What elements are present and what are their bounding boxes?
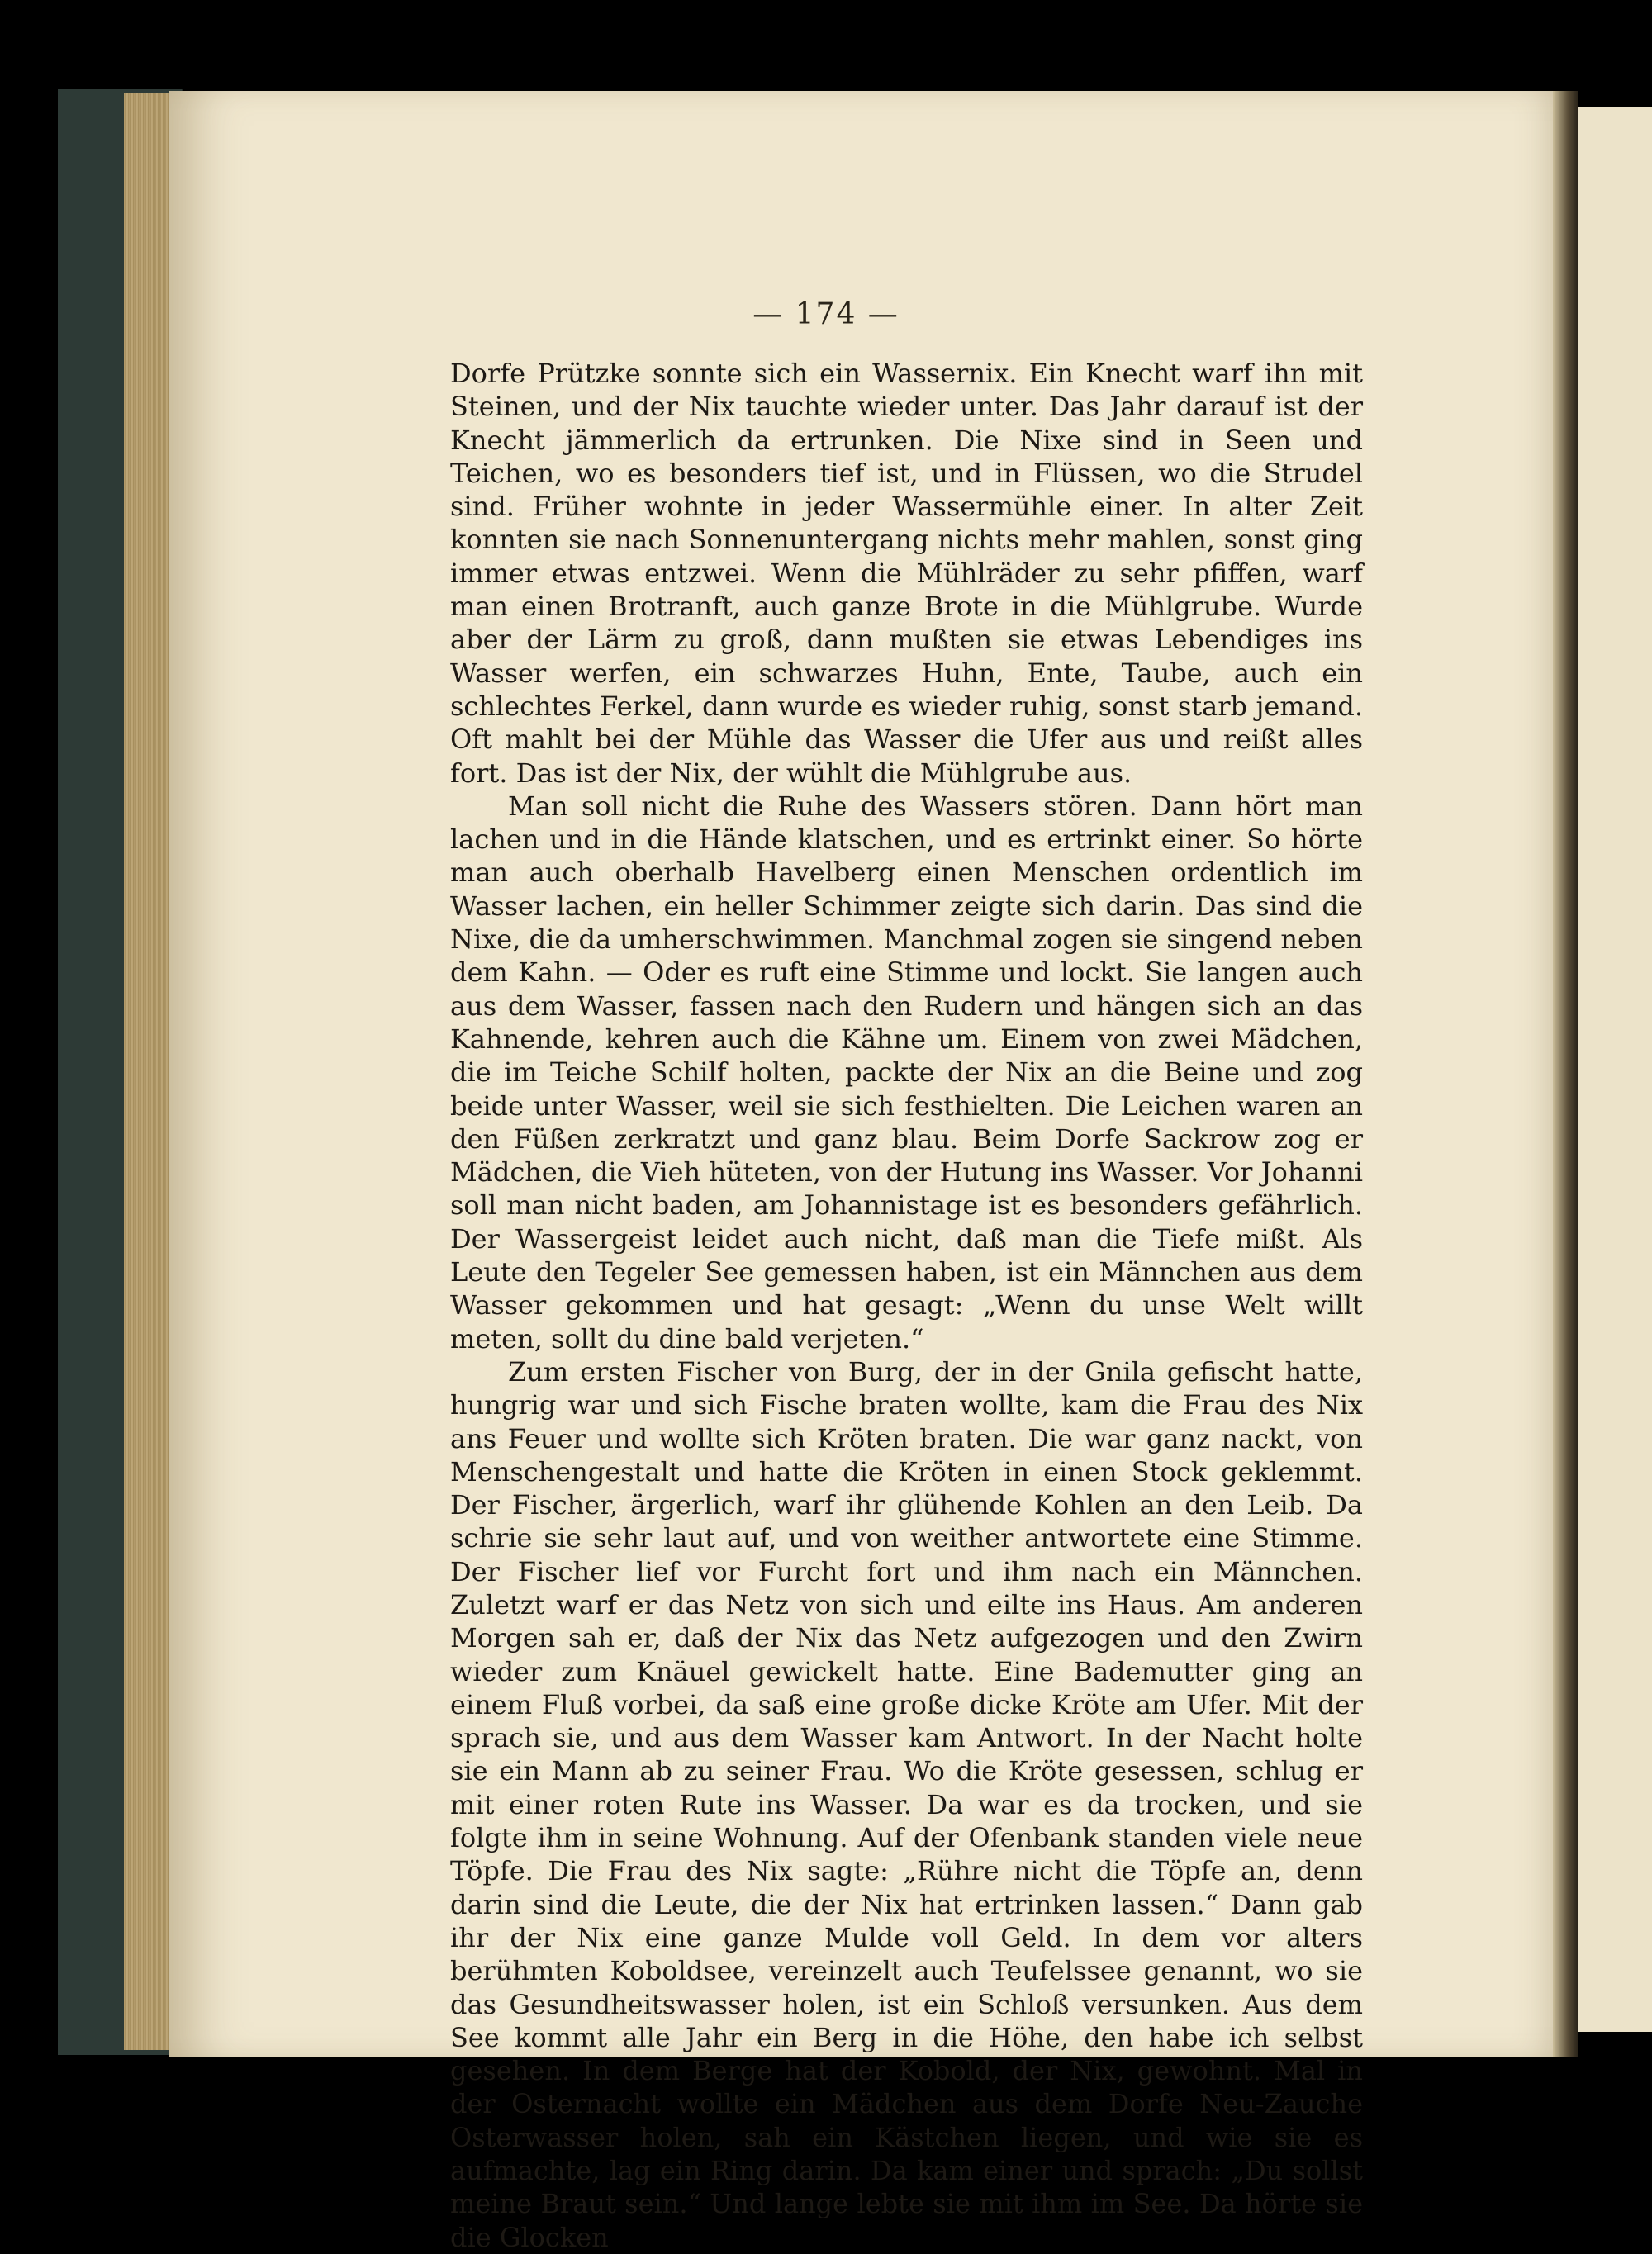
paragraph: Dorfe Prützke sonnte sich ein Wassernix. Ein Knecht warf ihn mit Steinen, und der Nix tauchte wieder unter. Das Jahr darauf ist der Knecht jämmerlich da ertrunken. Die Nixe sind in Seen und Teichen, wo es besonders tief ist, und in Flüssen, wo die Strudel sind. Früher wohnte in jeder Wassermühle einer. In alter Zeit konnten sie nach Sonnenuntergang nichts mehr mahlen, sonst ging immer etwas entzwei. Wenn die Mühlräder zu sehr pfiffen, warf man einen Brotranft, auch ganze Brote in die Mühlgrube. Wurde aber der Lärm zu groß, dann mußten sie etwas Lebendiges ins Wasser werfen, ein schwarzes Huhn, Ente, Taube, auch ein schlechtes Ferkel, dann wurde es wieder ruhig, sonst starb jemand. Oft mahlt bei der Mühle das Wasser die Ufer aus und reißt alles fort. Das ist der Nix, der wühlt die Mühlgrube aus. — [450, 358, 1363, 789]
page-text — [450, 357, 1363, 2254]
book-gutter — [1553, 91, 1578, 2057]
paragraph: Man soll nicht die Ruhe des Wassers stören. Dann hört man lachen und in die Hände klatschen, und es ertrinkt einer. So hörte man auch oberhalb Havelberg einen Menschen ordentlich im Wasser lachen, ein heller Schimmer zeigte sich darin. Das sind die Nixe, die da umherschwimmen. Manchmal zogen sie singend neben dem Kahn. — Oder es ruft eine Stimme und lockt. Sie langen auch aus dem Wasser, fassen nach den Rudern und hängen sich an das Kahnende, kehren auch die Kähne um. Einem von zwei Mädchen, die im Teiche Schilf holten, packte der Nix an die Beine und zog beide unter Wasser, weil sie sich festhielten. Die Leichen waren an den Füßen zerkratzt und ganz blau. Beim Dorfe Sackrow zog er Mädchen, die Vieh hüteten, von der Hutung ins Wasser. Vor Johanni soll man nicht baden, am Johannistage ist es besonders gefährlich. Der Wassergeist leidet auch nicht, daß man die Tiefe mißt. Als Leute den Tegeler See gemessen haben, ist ein Männchen aus dem Wasser gekommen und hat gesagt: „Wenn du unse Welt willt meten, sollt du dine bald verjeten.“ — [450, 790, 1363, 1355]
facing-page — [1578, 107, 1652, 2032]
page-number: — 174 — — [752, 297, 900, 331]
paragraph: Zum ersten Fischer von Burg, der in der Gnila gefischt hatte, hungrig war und sich Fische braten wollte, kam die Frau des Nix ans Feuer und wollte sich Kröten braten. Die war ganz nackt, von Menschengestalt und hatte die Kröten in einen Stock geklemmt. Der Fischer, ärgerlich, warf ihr glühende Kohlen an den Leib. Da schrie sie sehr laut auf, und von weither antwortete eine Stimme. Der Fischer lief vor Furcht fort und ihm nach ein Männchen. Zuletzt warf er das Netz von sich und eilte ins Haus. Am anderen Morgen sah er, daß der Nix das Netz aufgezogen und den Zwirn wieder zum Knäuel gewickelt hatte. Eine Bademutter ging an einem Fluß vorbei, da saß eine große dicke Kröte am Ufer. Mit der sprach sie, und aus dem Wasser kam Antwort. In der Nacht holte sie ein Mann ab zu seiner Frau. Wo die Kröte gesessen, schlug er mit einer roten Rute ins Wasser. Da war es da trocken, und sie folgte ihm in seine Wohnung. Auf der Ofenbank standen viele neue Töpfe. Die Frau des Nix sagte: „Rühre nicht die Töpfe an, denn darin sind die Leute, die der Nix hat ertrinken lassen.“ Dann gab ihr der Nix eine ganze Mulde voll Geld. In dem vor alters berühmten Koboldsee, vereinzelt auch Teufelssee genannt, wo sie das Gesundheitswasser holen, ist ein Schloß versunken. Aus dem See kommt alle Jahr ein Berg in die Höhe, den habe ich selbst gesehen. In dem Berge hat der Kobold, der Nix, gewohnt. Mal in der Osternacht wollte ein Mädchen aus dem Dorfe Neu-Zauche Osterwasser holen, sah ein Kästchen liegen, und wie sie es aufmachte, lag ein Ring darin. Da kam einer und sprach: „Du sollst meine Braut sein.“ Und lange lebte sie mit ihm im See. Da hörte sie die Glocken — [450, 1355, 1363, 2253]
